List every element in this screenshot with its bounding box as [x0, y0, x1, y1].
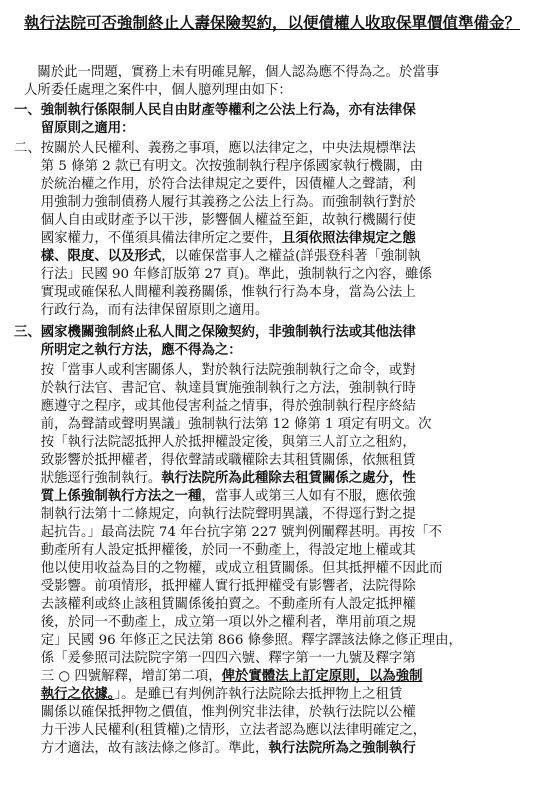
section-heading-1-cont: 留原則之適用：	[14, 121, 135, 136]
section-heading-3: 三、國家機關強制終止私人間之保險契約，非強制執行法或其他法律	[14, 325, 416, 340]
text-line: 第 5 條第 2 款已有明文。次按強制執行程序係國家執行機關，由	[14, 159, 424, 174]
section-heading-1: 一、強制執行係限制人民自由財產等權利之公法上行為，亦有法律保	[14, 103, 416, 118]
text-line: 關於此一問題，實務上未有明確見解，個人認為應不得為之。於當事	[24, 65, 440, 80]
text-line: 方才適法，故有該法條之修訂。準此，執行法院所為之強制執行	[14, 741, 416, 756]
text-line: 質上係強制執行方法之一種，當事人或第三人如有不服，應依強	[40, 489, 416, 504]
text-line: 三 ○ 四號解釋，增訂第二項，俾於實體法上訂定原則，以為強制	[14, 669, 423, 684]
text-line: 國家權力，不僅須具備法律所定之要件，且須依照法律規定之態	[14, 231, 416, 246]
text-line: 前，為聲請或聲明異議」強制執行法第 12 條第 1 項定有明文。次	[14, 417, 432, 432]
text-line: 人所委任處理之案件中，個人臆列理由如下：	[24, 83, 292, 98]
text-line: 制執行法第十二條規定，向執行法院聲明異議，不得逕行對之提	[14, 507, 416, 522]
document-title: 執行法院可否強制終止人壽保險契約，以便債權人收取保單價值準備金？	[24, 14, 521, 32]
text-line: 應遵守之程序，或其他侵害利益之情事，得於強制執行程序終結	[14, 399, 416, 414]
text-line: 起抗告。」最高法院 74 年台抗字第 227 號判例闡釋甚明。再按「不	[14, 525, 442, 540]
text-line: 二、按關於人民權利、義務之事項，應以法律定之，中央法規標準法	[14, 141, 416, 156]
text-line: 狀態逕行強制執行。執行法院所為此種除去租賃關係之處分，性	[14, 471, 416, 486]
emphasis-text: 執行法院所為此種除去租賃關係之處分，性	[161, 471, 416, 486]
text-line: 實現或確保私人間權利義務關係，惟執行行為本身，當為公法上	[14, 285, 416, 300]
emphasis-text: 俾於實體法上訂定原則，以為強制	[221, 669, 423, 684]
text-line: 用強制力強制債務人履行其義務之公法上行為。而強制執行對於	[14, 195, 416, 210]
text-line: 按「執行法院認抵押人於抵押權設定後，與第三人訂立之租約，	[14, 435, 416, 450]
text-line: 去該權利或終止該租賃關係後拍賣之。不動產所有人設定抵押權	[14, 597, 416, 612]
text-line: 執行之依據。」。是雖已有判例許執行法院除去抵押物上之租賃	[40, 687, 403, 702]
text-line: 定」民國 96 年修正之民法第 866 條參照。釋字譯該法條之修正理由，	[14, 633, 462, 648]
text-line: 關係以確保抵押物之價值，惟判例究非法律，於執行法院以公權	[14, 705, 416, 720]
emphasis-text: 執行法院所為之強制執行	[268, 741, 416, 756]
text-line: 致影響於抵押權者，得依聲請或職權除去其租賃關係，依無租賃	[14, 453, 416, 468]
section-heading-3-cont: 所明定之執行方法，應不得為之：	[14, 343, 242, 358]
text-line: 樣、限度、以及形式，以確保當事人之權益(詳張登科著「強制執	[40, 249, 421, 264]
text-line: 力干涉人民權利(租賃權)之情形，立法者認為應以法律明確定之，	[14, 723, 427, 738]
text-line: 行法」民國 90 年修訂版第 27 頁)。準此，強制執行之內容，雖係	[14, 267, 432, 282]
text-line: 受影響。前項情形，抵押權人實行抵押權受有影響者，法院得除	[14, 579, 416, 594]
text-line: 按「當事人或利害關係人，對於執行法院強制執行之命令，或對	[14, 363, 416, 378]
text-line: 行政行為，而有法律保留原則之適用。	[14, 303, 269, 318]
text-line: 動產所有人設定抵押權後，於同一不動產上，得設定地上權或其	[14, 543, 416, 558]
text-line: 係「爰參照司法院院字第一四四六號、釋字第一一九號及釋字第	[14, 651, 416, 666]
emphasis-text: 且須依照法律規定之態	[281, 231, 416, 246]
text-line: 個人自由或財產予以干涉，影響個人權益至鉅，故執行機關行使	[14, 213, 416, 228]
emphasis-text: 質上係強制執行方法之一種	[40, 489, 202, 504]
text-line: 後，於同一不動產上，成立第一項以外之權利者，準用前項之規	[14, 615, 416, 630]
text-line: 於執行法官、書記官、執達員實施強制執行之方法，強制執行時	[14, 381, 416, 396]
emphasis-text: 執行之依據。	[40, 687, 115, 702]
text-line: 他以使用收益為目的之物權，或成立租賃關係。但其抵押權不因此而	[14, 561, 443, 576]
emphasis-text: 樣、限度、以及形式	[40, 249, 162, 264]
text-line: 於統治權之作用，於符合法律規定之要件，因債權人之聲請，利	[14, 177, 416, 192]
